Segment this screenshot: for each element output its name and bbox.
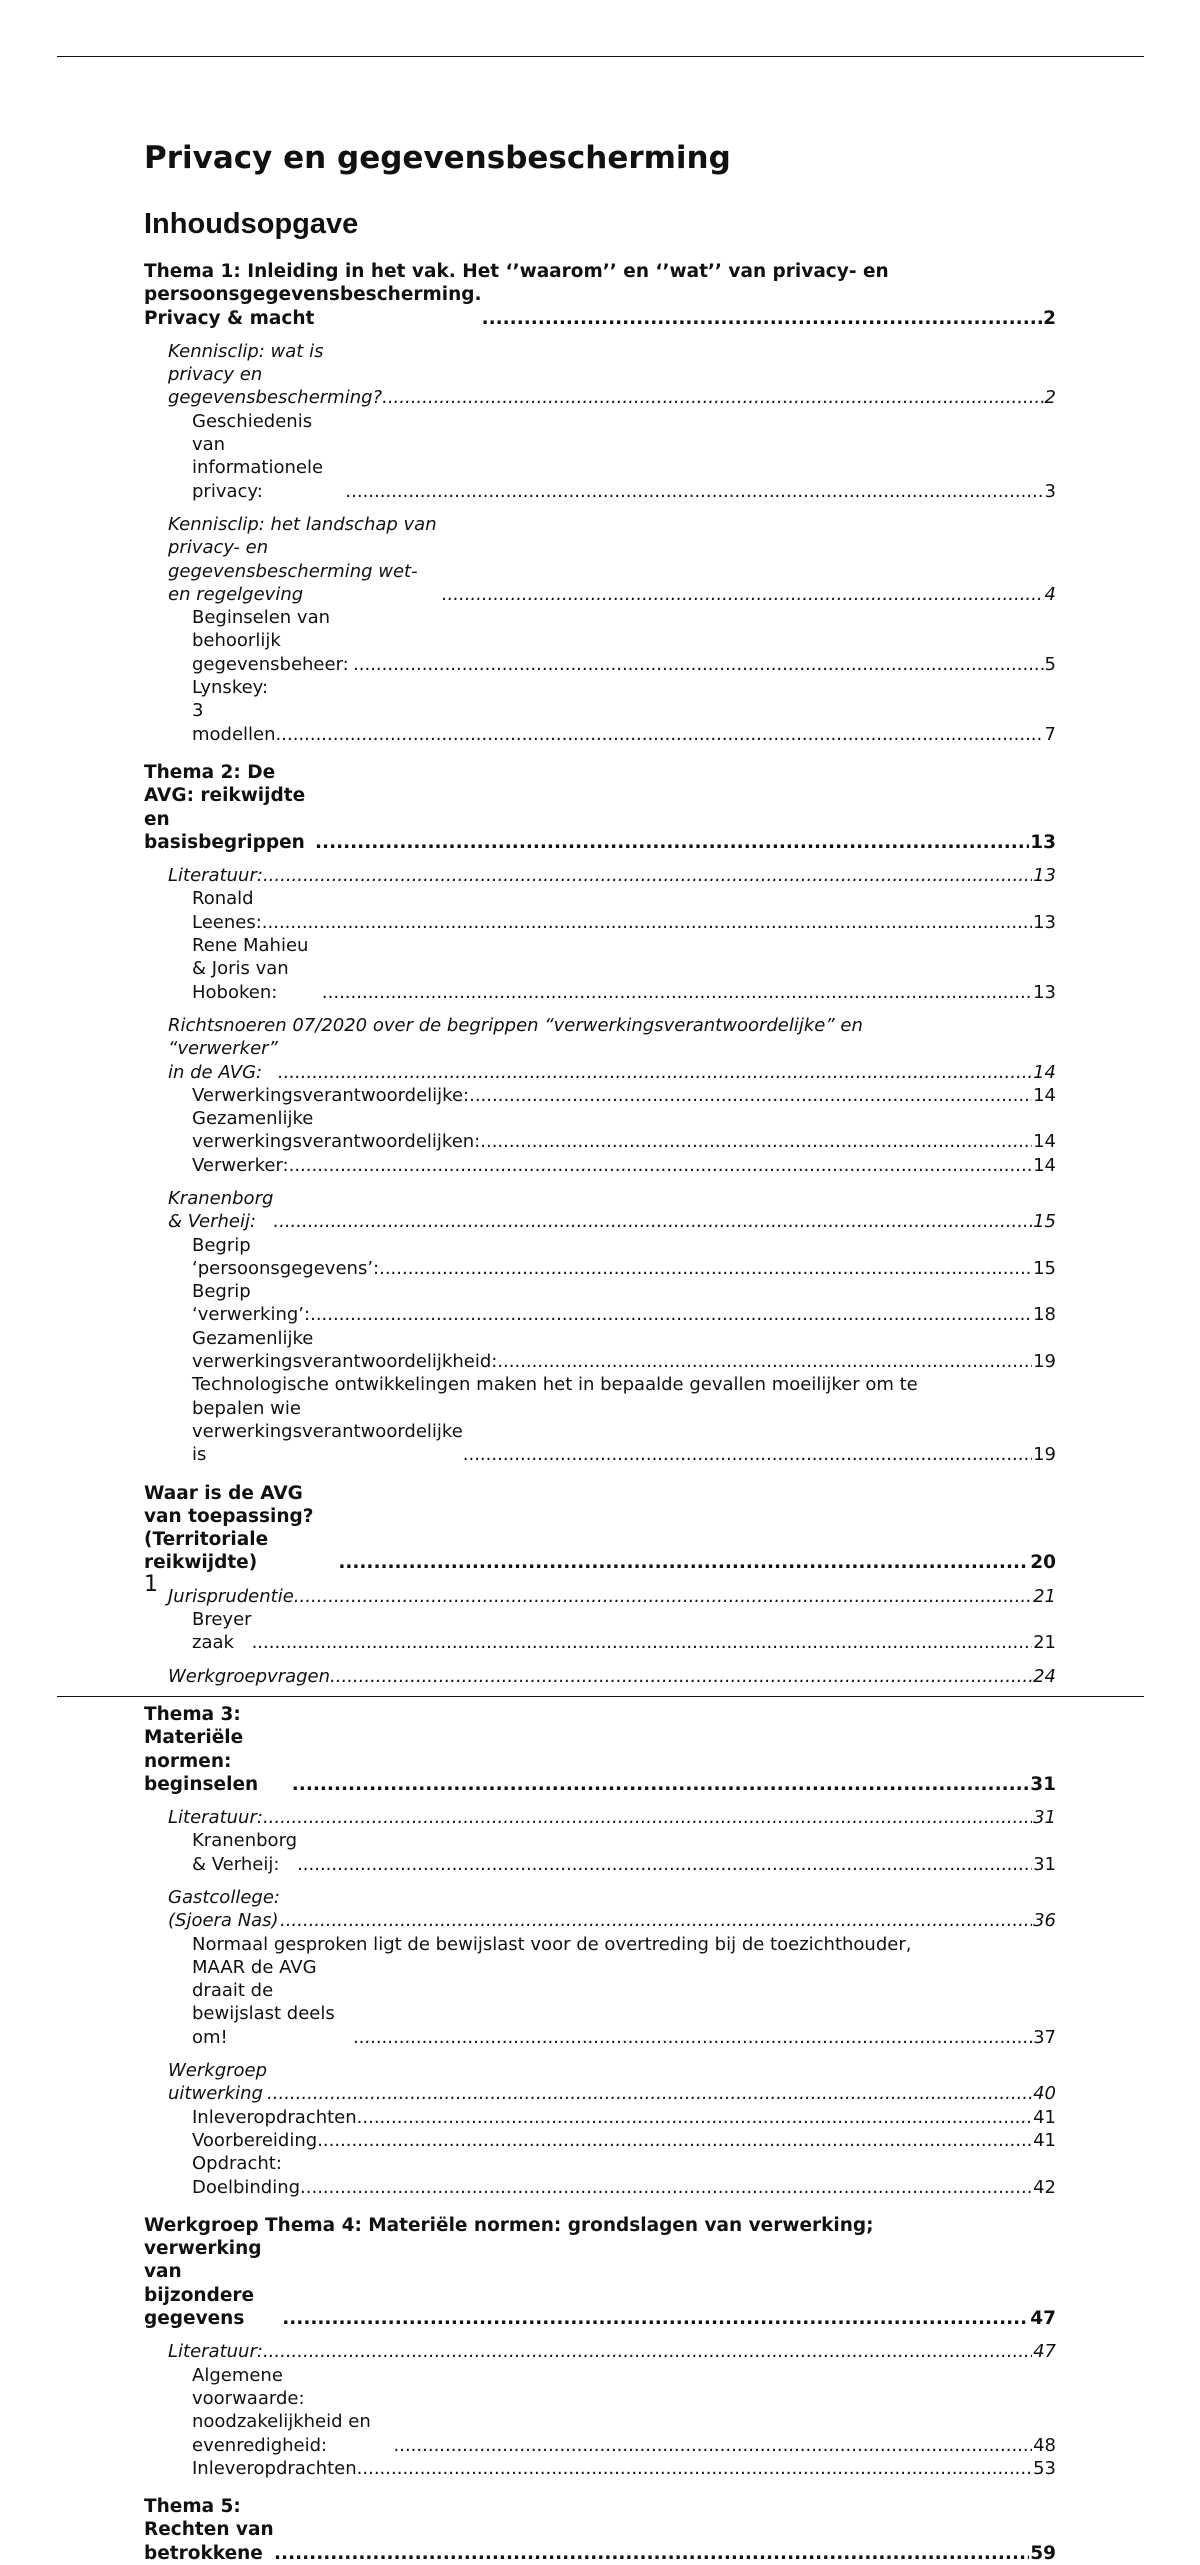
toc-page-number: 41 xyxy=(1033,2129,1056,2151)
toc-entry-level-3[interactable] xyxy=(144,2457,1056,2480)
toc-entry-level-1[interactable] xyxy=(144,1703,1056,1796)
toc-entry-text: Rene Mahieu & Joris van Hoboken: xyxy=(192,935,309,1003)
toc-entry-text: Algemene voorwaarde: noodzakelijkheid en evenredigheid: xyxy=(192,2364,371,2456)
toc-entry-text: Thema 2: De AVG: reikwijdte en basisbegrippen xyxy=(144,761,306,853)
toc-page-number: 53 xyxy=(1033,2457,1056,2479)
toc-dot-leader xyxy=(322,981,1032,1004)
toc-dot-leader xyxy=(263,2340,1032,2363)
toc-dot-leader xyxy=(276,723,1044,746)
toc-page-number: 47 xyxy=(1030,2308,1056,2330)
toc-entry-level-1[interactable] xyxy=(144,2214,1056,2330)
toc-entry-level-3[interactable] xyxy=(144,934,1056,1004)
toc-dot-leader xyxy=(300,2176,1032,2199)
toc-entry-text: Kennisclip: het landschap van privacy- en gegevensbescherming wet- en regelgeving xyxy=(168,513,437,605)
toc-page-number: 14 xyxy=(1033,1131,1056,1153)
toc-dot-leader xyxy=(262,911,1032,934)
toc-entry-level-3[interactable] xyxy=(144,606,1056,676)
toc-entry-level-3[interactable] xyxy=(144,2106,1056,2129)
toc-dot-leader xyxy=(357,2106,1032,2129)
toc-entry-level-3[interactable] xyxy=(144,410,1056,503)
toc-dot-leader xyxy=(338,1551,1029,1574)
toc-dot-leader xyxy=(382,386,1043,409)
toc-entry-level-3[interactable] xyxy=(144,1608,1056,1655)
toc-page-number: 18 xyxy=(1033,1304,1056,1326)
document-body xyxy=(144,138,1056,2565)
toc-entry-level-3[interactable] xyxy=(144,1933,1056,2049)
toc-entry-level-2[interactable] xyxy=(144,513,1056,606)
toc-entry-text: Literatuur: xyxy=(168,1807,263,1829)
toc-dot-leader xyxy=(289,1154,1033,1177)
toc-entry-text: Kranenborg & Verheij: xyxy=(192,1830,298,1875)
toc-page-number: 2 xyxy=(1043,307,1056,329)
header-rule xyxy=(57,56,1144,57)
toc-entry-text: Werkgroep uitwerking xyxy=(168,2060,268,2105)
toc-page-number: 14 xyxy=(1033,1084,1056,1106)
toc-entry-level-2[interactable] xyxy=(144,1886,1056,1933)
toc-entry-text: Kranenborg & Verheij: xyxy=(168,1187,274,1233)
toc-entry-level-3[interactable] xyxy=(144,1154,1056,1177)
toc-dot-leader xyxy=(263,1806,1032,1829)
toc-entry-level-2[interactable] xyxy=(144,340,1056,410)
toc-entry-text: Jurisprudentie xyxy=(168,1585,294,1607)
toc-page-number: 7 xyxy=(1044,723,1056,745)
toc-entry-level-3[interactable] xyxy=(144,2129,1056,2152)
toc-page-number: 47 xyxy=(1033,2341,1056,2363)
toc-entry-level-2[interactable] xyxy=(144,1585,1056,1608)
toc-entry-text: Voorbereiding xyxy=(192,2129,318,2151)
toc-page-number: 5 xyxy=(1044,653,1056,675)
toc-entry-text: Breyer zaak xyxy=(192,1609,252,1654)
toc-page-number: 59 xyxy=(1030,2542,1056,2564)
toc-page-number: 2 xyxy=(1044,387,1056,409)
page-number: 1 xyxy=(144,1572,158,1597)
toc-page-number: 21 xyxy=(1033,1585,1056,1607)
toc-entry-text: Richtsnoeren 07/2020 over de begrippen “verwerkingsverantwoordelijke” en xyxy=(168,1014,863,1036)
toc-dot-leader xyxy=(394,2434,1033,2457)
toc-entry-text: Opdracht: Doelbinding xyxy=(192,2153,301,2198)
toc-dot-leader xyxy=(273,1210,1032,1233)
toc-entry-text: Inleveropdrachten xyxy=(192,2106,357,2128)
toc-dot-leader xyxy=(294,1585,1032,1608)
toc-dot-leader xyxy=(442,583,1044,606)
toc-page-number: 13 xyxy=(1033,911,1056,933)
toc-page-number: 48 xyxy=(1033,2434,1056,2456)
toc-page-number: 4 xyxy=(1044,583,1056,605)
toc-page-number: 21 xyxy=(1033,1632,1056,1654)
toc-entry-text: Werkgroep Thema 4: Materiële normen: grondslagen van verwerking; xyxy=(144,2214,874,2236)
toc-entry-text: Gastcollege: (Sjoera Nas) xyxy=(168,1887,280,1932)
toc-page-number: 19 xyxy=(1033,1444,1056,1466)
toc-entry-text: Waar is de AVG van toepassing? (Territoriale reikwijdte) xyxy=(144,1482,314,1574)
toc-page-number: 3 xyxy=(1044,480,1056,502)
table-of-contents xyxy=(144,260,1056,2565)
toc-page-number: 31 xyxy=(1033,1807,1056,1829)
toc-dot-leader xyxy=(317,2129,1032,2152)
toc-dot-leader xyxy=(357,2457,1032,2480)
toc-entry-text-continued: MAAR de AVG draait de bewijslast deels om! xyxy=(192,1956,335,2048)
toc-entry-level-3[interactable] xyxy=(144,1084,1056,1107)
toc-entry-text: Ronald Leenes: xyxy=(192,888,262,933)
toc-dot-leader xyxy=(252,1631,1033,1654)
toc-dot-leader xyxy=(263,864,1032,887)
toc-entry-level-1[interactable] xyxy=(144,761,1056,854)
toc-entry-level-3[interactable] xyxy=(144,1373,1056,1466)
toc-entry-level-2[interactable] xyxy=(144,1014,1056,1084)
toc-entry-level-2[interactable] xyxy=(144,1806,1056,1829)
toc-entry-level-3[interactable] xyxy=(144,1327,1056,1374)
footer-rule xyxy=(57,1696,1144,1697)
toc-entry-text: Begrip ‘persoonsgegevens’: xyxy=(192,1234,380,1279)
toc-entry-level-2[interactable] xyxy=(144,1665,1056,1688)
toc-dot-leader xyxy=(469,1084,1032,1107)
toc-dot-leader xyxy=(315,831,1029,854)
toc-page-number: 19 xyxy=(1033,1351,1056,1373)
toc-dot-leader xyxy=(292,1773,1029,1796)
toc-page-number: 31 xyxy=(1033,1853,1056,1875)
document-title: Privacy en gegevensbescherming xyxy=(144,140,731,176)
toc-dot-leader xyxy=(497,1350,1032,1373)
toc-dot-leader xyxy=(482,307,1043,330)
toc-page-number: 13 xyxy=(1033,865,1056,887)
toc-entry-level-2[interactable] xyxy=(144,2059,1056,2106)
toc-entry-level-3[interactable] xyxy=(144,1107,1056,1154)
toc-entry-text: Gezamenlijke verwerkingsverantwoordelijken: xyxy=(192,1108,481,1153)
toc-page-number: 15 xyxy=(1033,1211,1056,1233)
toc-entry-level-3[interactable] xyxy=(144,887,1056,934)
toc-entry-text: Geschiedenis van informationele privacy: xyxy=(192,410,324,502)
toc-entry-level-3[interactable] xyxy=(144,2152,1056,2199)
toc-dot-leader xyxy=(297,1853,1032,1876)
toc-dot-leader xyxy=(278,1061,1032,1084)
toc-entry-level-3[interactable] xyxy=(144,2364,1056,2457)
toc-page-number: 40 xyxy=(1033,2083,1056,2105)
toc-entry-text: Normaal gesproken ligt de bewijslast voor de overtreding bij de toezichthouder, xyxy=(192,1933,912,1955)
toc-entry-level-3[interactable] xyxy=(144,1280,1056,1327)
toc-dot-leader xyxy=(463,1443,1032,1466)
toc-dot-leader xyxy=(267,2082,1032,2105)
toc-entry-level-2[interactable] xyxy=(144,1187,1056,1234)
toc-page-number: 13 xyxy=(1030,831,1056,853)
toc-dot-leader xyxy=(379,1257,1032,1280)
toc-dot-leader xyxy=(480,1130,1032,1153)
toc-page-number: 14 xyxy=(1033,1061,1056,1083)
toc-entry-level-1[interactable] xyxy=(144,260,1056,330)
toc-entry-text: Beginselen van behoorlijk gegevensbeheer: xyxy=(192,607,349,675)
toc-entry-text: Thema 1: Inleiding in het vak. Het ‘’waarom’’ en ‘’wat’’ van privacy- en xyxy=(144,261,889,282)
toc-page-number: 24 xyxy=(1033,1665,1056,1687)
toc-entry-text: Verwerkingsverantwoordelijke: xyxy=(192,1084,470,1106)
toc-page-number: 41 xyxy=(1033,2106,1056,2128)
toc-page-number: 37 xyxy=(1033,2026,1056,2048)
toc-entry-text-continued: verwerking van bijzondere gegevens xyxy=(144,2238,262,2330)
toc-entry-level-2[interactable] xyxy=(144,864,1056,887)
toc-page-number: 13 xyxy=(1033,981,1056,1003)
toc-page-number: 20 xyxy=(1030,1552,1056,1574)
toc-entry-text: Begrip ‘verwerking’: xyxy=(192,1281,311,1326)
toc-entry-text-continued: “verwerker” in de AVG: xyxy=(168,1038,278,1083)
toc-entry-text: Kennisclip: wat is privacy en gegevensbescherming? xyxy=(168,340,383,409)
toc-entry-text: Thema 5: Rechten van betrokkene xyxy=(144,2496,274,2564)
toc-dot-leader xyxy=(353,2026,1032,2049)
toc-dot-leader xyxy=(280,1909,1032,1932)
toc-dot-leader xyxy=(330,1665,1032,1688)
toc-dot-leader xyxy=(310,1303,1032,1326)
toc-page-number: 15 xyxy=(1033,1257,1056,1279)
toc-entry-text: Gezamenlijke verwerkingsverantwoordelijkheid: xyxy=(192,1327,498,1373)
toc-entry-level-2[interactable] xyxy=(144,2340,1056,2363)
toc-dot-leader xyxy=(274,2542,1029,2565)
toc-entry-text: Inleveropdrachten xyxy=(192,2457,357,2479)
toc-entry-text: Literatuur: xyxy=(168,865,263,887)
toc-entry-text: Literatuur: xyxy=(168,2341,263,2363)
toc-dot-leader xyxy=(345,480,1043,503)
toc-dot-leader xyxy=(353,653,1044,676)
toc-dot-leader xyxy=(282,2307,1029,2330)
toc-page-number: 36 xyxy=(1033,1910,1056,1932)
toc-heading: Inhoudsopgave xyxy=(144,208,359,240)
toc-entry-text: Verwerker: xyxy=(192,1154,289,1176)
toc-entry-level-1[interactable] xyxy=(144,2495,1056,2565)
toc-entry-level-3[interactable] xyxy=(144,1234,1056,1281)
toc-entry-level-1[interactable] xyxy=(144,1482,1056,1575)
toc-entry-text: Lynskey: 3 modellen xyxy=(192,677,276,745)
toc-entry-text: Thema 3: Materiële normen: beginselen xyxy=(144,1703,259,1795)
toc-entry-level-3[interactable] xyxy=(144,1829,1056,1876)
toc-entry-level-3[interactable] xyxy=(144,676,1056,746)
toc-entry-text: Technologische ontwikkelingen maken het in bepaalde gevallen moeilijker om te xyxy=(192,1374,918,1396)
toc-entry-text: Werkgroepvragen xyxy=(168,1665,331,1687)
toc-page-number: 42 xyxy=(1033,2176,1056,2198)
toc-entry-text-continued: persoonsgegevensbescherming. Privacy & macht xyxy=(144,284,482,329)
toc-page-number: 14 xyxy=(1033,1154,1056,1176)
toc-page-number: 31 xyxy=(1030,1773,1056,1795)
toc-entry-text-continued: bepalen wie verwerkingsverantwoordelijke is xyxy=(192,1397,463,1466)
